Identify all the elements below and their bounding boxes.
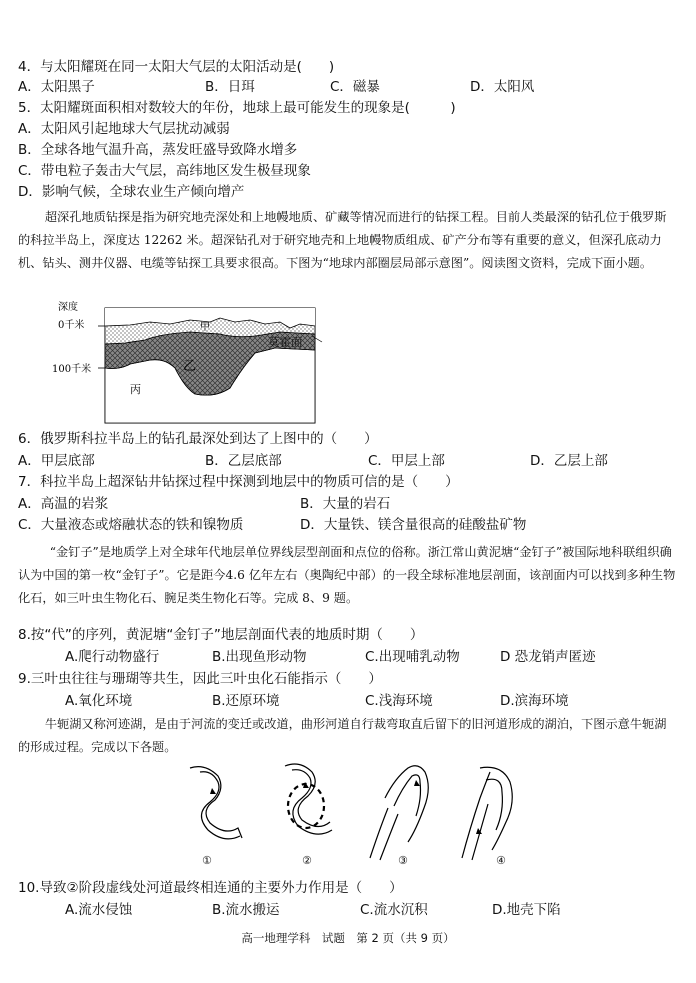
q4-option-a: A．太阳黑子 (18, 79, 95, 95)
q10-option-c: C.流水沉积 (360, 902, 428, 918)
q7-option-d: D．大量铁、镁含量很高的硅酸盐矿物 (300, 517, 527, 533)
stage-2-label: ② (302, 854, 312, 867)
layer-b-label: 乙 (183, 359, 197, 374)
question-6-stem: 6．俄罗斯科拉半岛上的钻孔最深处到达了上图中的（ ） (18, 431, 378, 447)
q7-option-b: B．大量的岩石 (300, 496, 391, 512)
page-footer: 高一地理学科 试题 第 2 页（共 9 页） (241, 931, 455, 945)
moho-label: 莫霍面 (268, 335, 303, 349)
question-9-stem: 9.三叶虫往往与珊瑚等共生，因此三叶虫化石能指示（ ） (18, 671, 382, 687)
q4-option-c: C．磁暴 (330, 79, 380, 95)
q5-option-d: D．影响气候，全球农业生产倾向增产 (18, 184, 245, 200)
q6-option-d: D．乙层上部 (530, 453, 608, 469)
q8-option-a: A.爬行动物盛行 (65, 649, 160, 665)
layer-c-label: 丙 (130, 383, 141, 396)
q9-option-b: B.还原环境 (212, 693, 280, 709)
depth-100-label: 100千米 (52, 364, 92, 375)
q10-option-b: B.流水搬运 (212, 902, 280, 918)
q5-option-b: B．全球各地气温升高，蒸发旺盛导致降水增多 (18, 142, 298, 158)
q5-option-a: A．太阳风引起地球大气层扰动减弱 (18, 121, 230, 137)
depth-axis-label: 深度 (58, 302, 78, 313)
q9-option-a: A.氧化环境 (65, 693, 133, 709)
q8-option-b: B.出现鱼形动物 (212, 649, 307, 665)
q9-option-d: D.滨海环境 (500, 693, 569, 709)
q7-option-a: A．高温的岩浆 (18, 496, 109, 512)
q6-option-b: B．乙层底部 (205, 453, 282, 469)
stage-4-label: ④ (496, 854, 506, 867)
q7-option-c: C．大量液态或熔融状态的铁和镍物质 (18, 517, 244, 533)
q8-option-d: D 恐龙销声匿迹 (500, 649, 596, 665)
earth-interior-diagram (50, 298, 330, 428)
q9-option-c: C.浅海环境 (365, 693, 433, 709)
passage-oxbow-lake: 牛轭湖又称河迹湖，是由于河流的变迁或改道，曲形河道自行裁弯取直后留下的旧河道形成的湖泊，下图示意牛轭湖的形成过程。完成以下各题。 (18, 717, 667, 754)
layer-a-label: 甲 (200, 322, 210, 333)
question-5-stem: 5．太阳耀斑面积相对数较大的年份，地球上最可能发生的现象是( ) (18, 100, 456, 116)
q10-option-d: D.地壳下陷 (492, 902, 561, 918)
passage-golden-spike: “金钉子”是地质学上对全球年代地层单位界线层型剖面和点位的俗称。浙江常山黄泥塘“金钉子”被国际地科联组织确认为中国的第一枚“金钉子”。它是距今4.6 亿年左右（奥陶纪中部）的一段全球标准地层剖面，该剖面内可以找到多种生物化石，如三叶虫生物化石、腕足类生物化石等。完成 8、9 题。 (18, 545, 676, 605)
q6-option-c: C．甲层上部 (368, 453, 445, 469)
stage-1-label: ① (202, 854, 212, 867)
question-8-stem: 8.按“代”的序列，黄泥塘“金钉子”地层剖面代表的地质时期（ ） (18, 627, 424, 643)
q4-option-b: B．日珥 (205, 79, 255, 95)
passage-drilling: 超深孔地质钻探是指为研究地壳深处和上地幔地质、矿藏等情况而进行的钻探工程。目前人类最深的钻孔位于俄罗斯的科拉半岛上，深度达 12262 米。超深钻孔对于研究地壳和上地幔物质组成、矿产分布等有重要的意义，但深孔底动力机、钻头、测井仪器、电缆等钻探工具要求很高。下图为“地球内部圈层局部示意图”。阅读图文资料，完成下面小题。 (18, 210, 667, 270)
depth-0-label: 0千米 (58, 320, 85, 331)
question-10-stem: 10.导致②阶段虚线处河道最终相连通的主要外力作用是（ ） (18, 880, 403, 896)
oxbow-lake-diagram (180, 758, 560, 866)
stage-3-label: ③ (398, 854, 408, 867)
q5-option-c: C．带电粒子轰击大气层，高纬地区发生极昼现象 (18, 163, 311, 179)
question-4-stem: 4．与太阳耀斑在同一太阳大气层的太阳活动是( ) (18, 59, 335, 75)
q10-option-a: A.流水侵蚀 (65, 902, 133, 918)
q4-option-d: D．太阳风 (470, 79, 535, 95)
q6-option-a: A．甲层底部 (18, 453, 95, 469)
q8-option-c: C.出现哺乳动物 (365, 649, 460, 665)
question-7-stem: 7．科拉半岛上超深钻井钻探过程中探测到地层中的物质可信的是（ ） (18, 474, 459, 490)
